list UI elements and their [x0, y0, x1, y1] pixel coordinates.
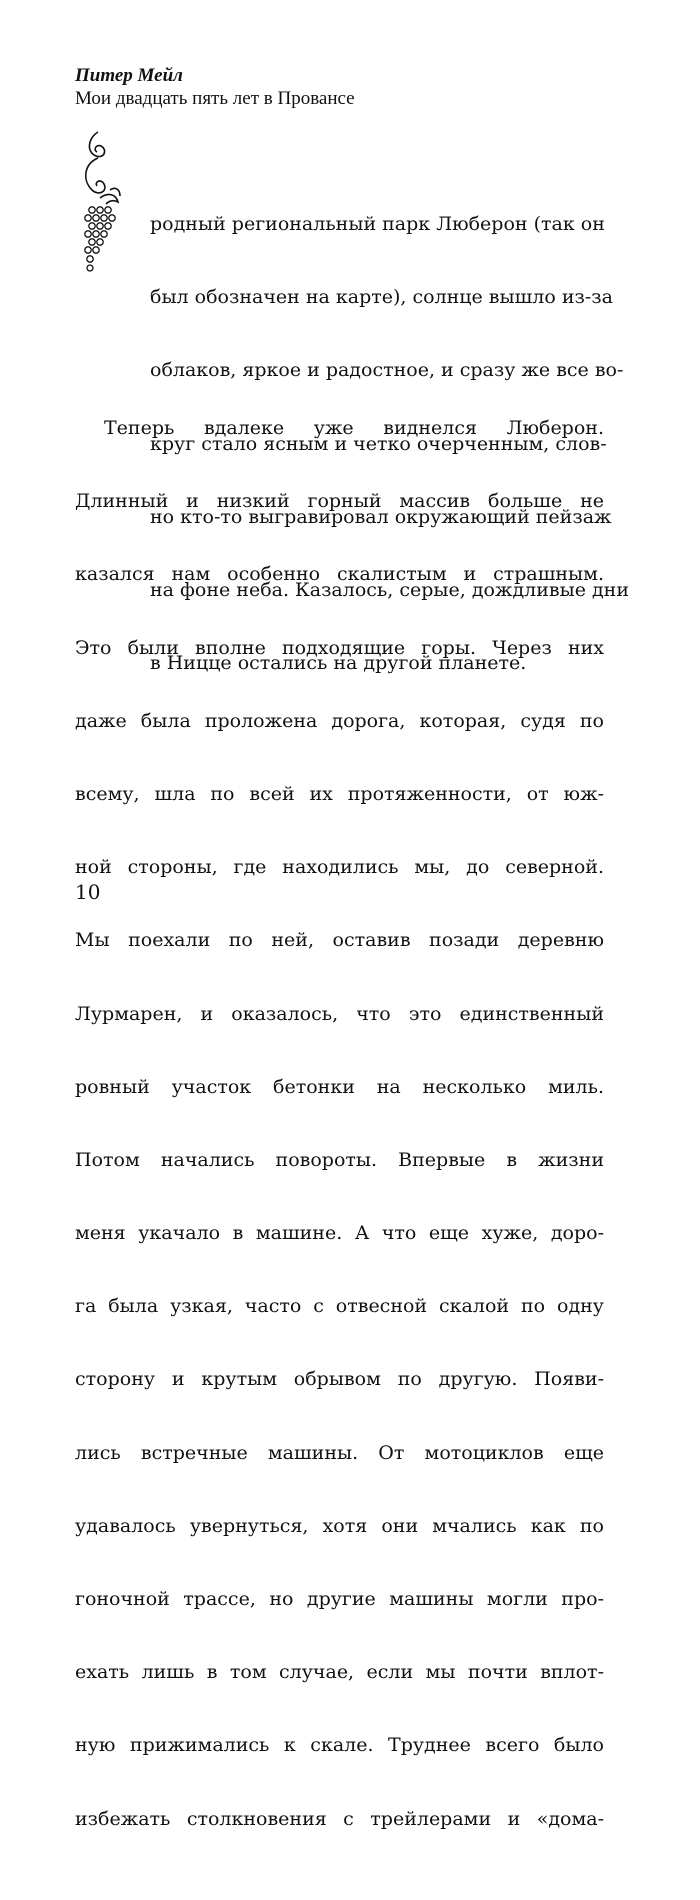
text-line: ной стороны, где находились мы, до северной.: [75, 856, 604, 879]
text-line: всему, шла по всей их протяженности, от юж-: [75, 782, 604, 805]
text-line: Теперь вдалеке уже виднелся Люберон.: [104, 417, 604, 439]
text-line: удавалось увернуться, хотя они мчались как по: [75, 1514, 604, 1537]
text-line: родный региональный парк Люберон (так он: [150, 213, 605, 235]
text-line: ровный участок бетонки на несколько миль.: [75, 1075, 604, 1098]
body-text-continued: [75, 326, 630, 1900]
text-line: казался нам особенно скалистым и страшным.: [75, 563, 604, 586]
text-line: избежать столкновения с трейлерами и «дома-: [75, 1807, 604, 1830]
text-line: облаков, яркое и радостное, и сразу же все во-: [150, 359, 624, 382]
running-head: [75, 64, 635, 110]
text-line: Длинный и низкий горный массив больше не: [75, 490, 604, 513]
text-line: Это были вполне подходящие горы. Через них: [75, 636, 604, 659]
text-line: гоночной трассе, но другие машины могли про-: [75, 1588, 604, 1610]
text-line: га была узкая, часто с отвесной скалой по одну: [75, 1295, 604, 1318]
book-title: Мои двадцать пять лет в Провансе: [75, 88, 355, 109]
text-line: ную прижимались к скале. Труднее всего было: [75, 1734, 604, 1757]
text-line: Лурмарен, и оказалось, что это единственный: [75, 1002, 604, 1025]
grape-vine-ornament-icon: [70, 128, 130, 288]
page-number: 10: [75, 880, 101, 904]
text-line: в Ницце остались на другой планете.: [150, 652, 527, 675]
text-line: Мы поехали по ней, оставив позади деревню: [75, 929, 604, 952]
text-line: даже была проложена дорога, которая, судя по: [75, 709, 604, 732]
text-line: Потом начались повороты. Впервые в жизни: [75, 1148, 604, 1171]
text-line: на фоне неба. Казалось, серые, дождливые дни: [150, 578, 630, 601]
author-name: Питер Мейл: [75, 65, 183, 86]
text-line: ехать лишь в том случае, если мы почти вплот-: [75, 1661, 604, 1684]
text-line: сторону и крутым обрывом по другую. Появи-: [75, 1368, 604, 1391]
text-line: круг стало ясным и четко очерченным, слов-: [150, 432, 607, 455]
text-line: меня укачало в машине. А что еще хуже, доро-: [75, 1222, 604, 1245]
text-line: был обозначен на карте), солнце вышло из-за: [150, 286, 613, 309]
text-line: лись встречные машины. От мотоциклов еще: [75, 1441, 604, 1464]
text-line: но кто-то выгравировал окружающий пейзаж: [150, 505, 612, 528]
